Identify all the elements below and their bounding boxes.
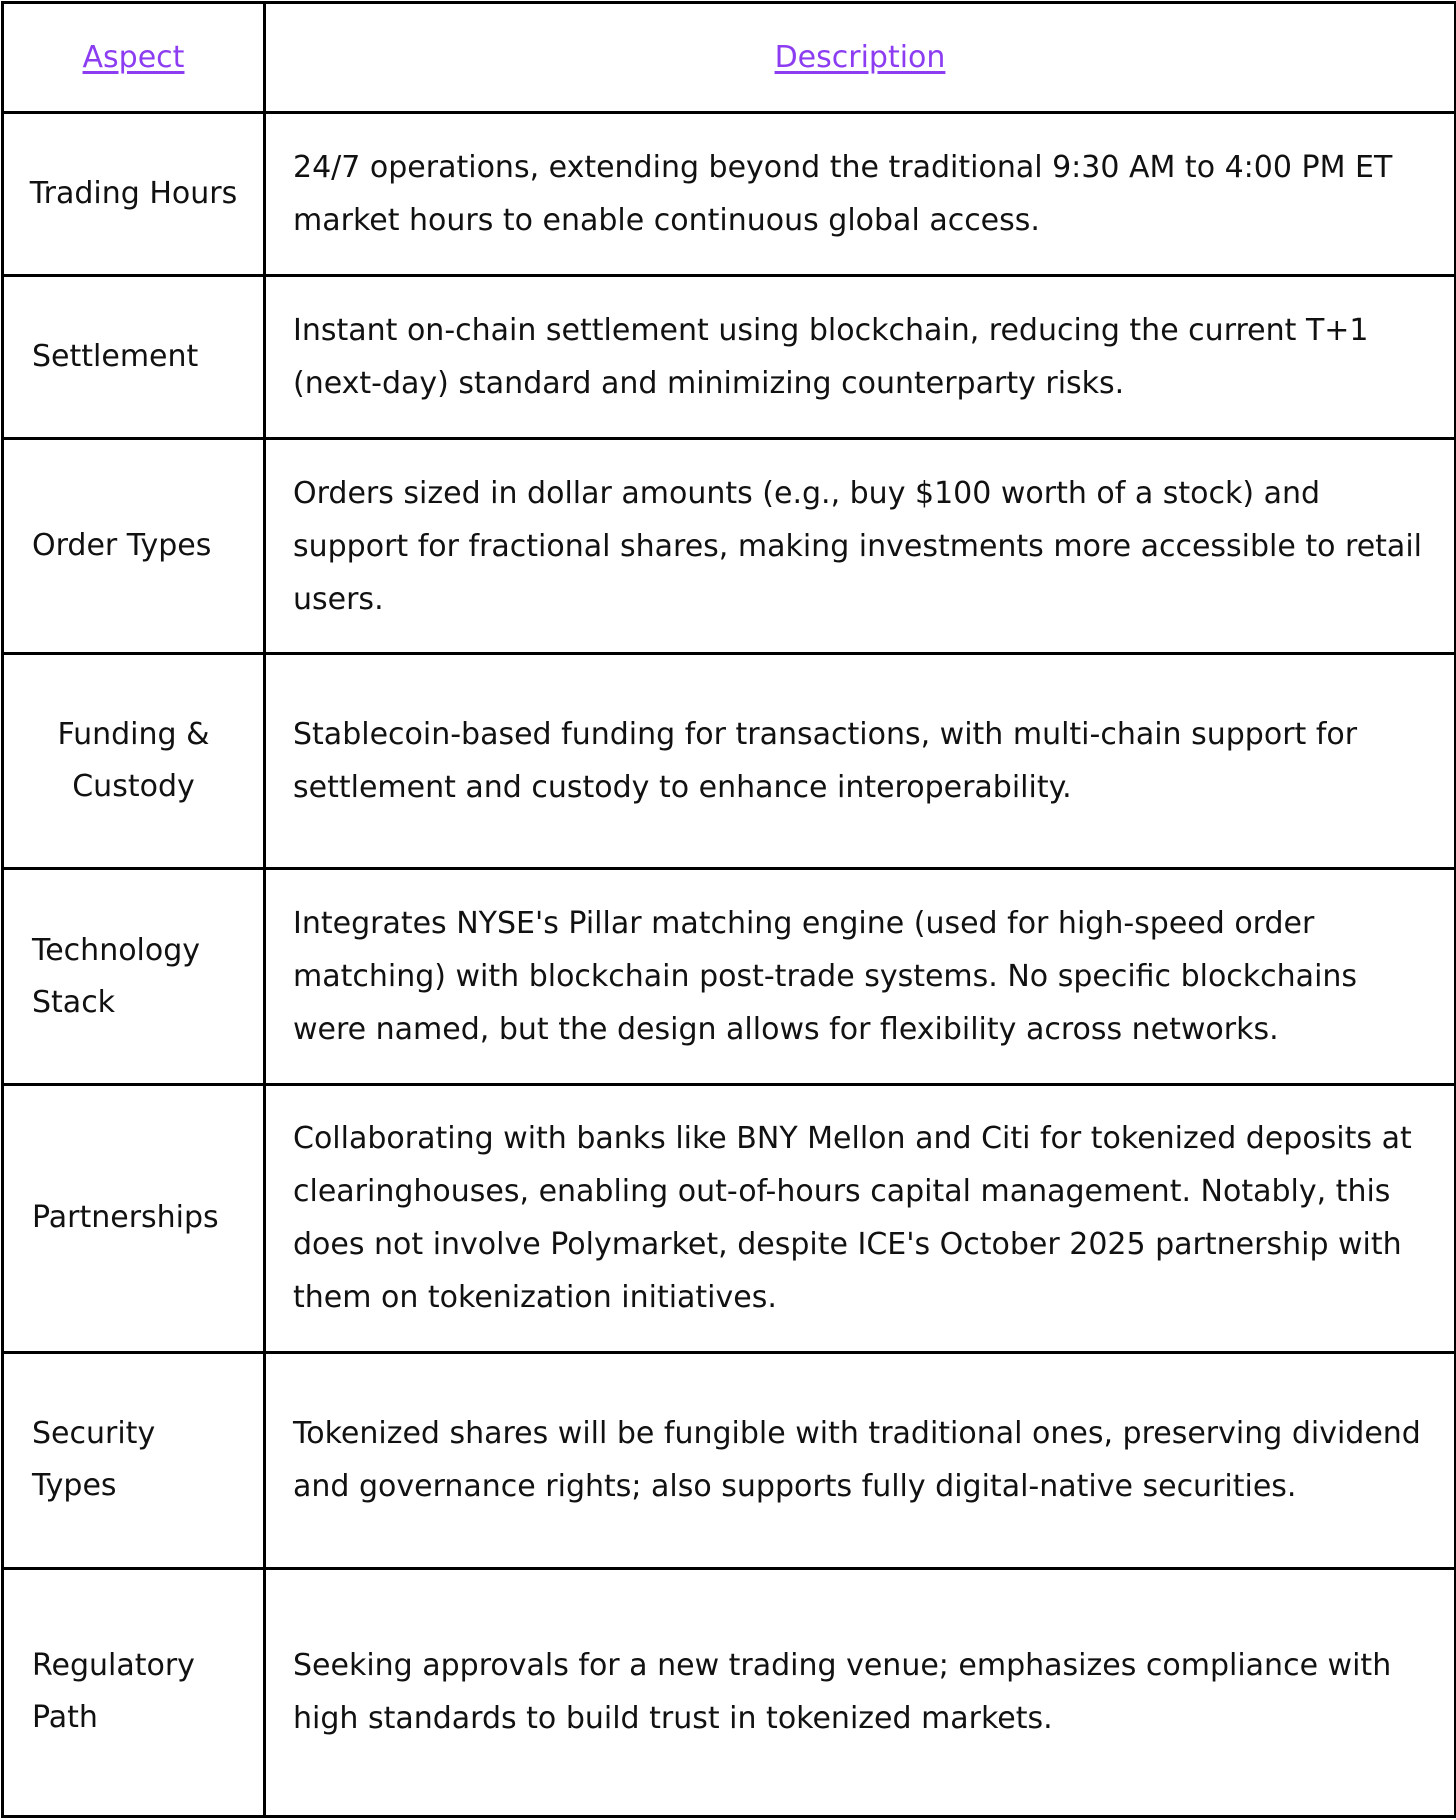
table-row (3, 276, 1456, 439)
aspect-cell: Technology Stack (3, 869, 265, 1084)
description-cell: Integrates NYSE's Pillar matching engine (used for high-speed order matching) with blockchain post-trade systems. No specific blockchains were named, but the design allows for flexibility across networks. (265, 869, 1456, 1084)
aspect-cell: Trading Hours (3, 113, 265, 276)
description-cell: Seeking approvals for a new trading venue; emphasizes compliance with high standards to build trust in tokenized markets. (265, 1568, 1456, 1816)
header-aspect-link[interactable]: Aspect (82, 40, 185, 75)
table-row (3, 869, 1456, 1084)
description-cell: Tokenized shares will be fungible with traditional ones, preserving dividend and governance rights; also supports fully digital-native securities. (265, 1352, 1456, 1568)
aspect-cell: Order Types (3, 439, 265, 654)
table-row (3, 1568, 1456, 1816)
table-row (3, 113, 1456, 276)
table-row (3, 1084, 1456, 1352)
header-aspect (3, 3, 265, 113)
description-cell: Orders sized in dollar amounts (e.g., buy $100 worth of a stock) and support for fractional shares, making investments more accessible to retail users. (265, 439, 1456, 654)
comparison-table (1, 1, 1456, 1818)
header-description (265, 3, 1456, 113)
description-cell: 24/7 operations, extending beyond the traditional 9:30 AM to 4:00 PM ET market hours to enable continuous global access. (265, 113, 1456, 276)
table-row (3, 654, 1456, 869)
description-cell: Instant on-chain settlement using blockchain, reducing the current T+1 (next-day) standard and minimizing counterparty risks. (265, 276, 1456, 439)
table-row (3, 1352, 1456, 1568)
aspect-cell: Regulatory Path (3, 1568, 265, 1816)
aspect-cell: Settlement (3, 276, 265, 439)
aspect-cell: Funding & Custody (3, 654, 265, 869)
aspect-cell: Partnerships (3, 1084, 265, 1352)
header-description-link[interactable]: Description (774, 40, 946, 75)
header-row (3, 3, 1456, 113)
table-row (3, 439, 1456, 654)
description-cell: Collaborating with banks like BNY Mellon and Citi for tokenized deposits at clearinghouses, enabling out-of-hours capital management. Notably, this does not involve Polymarket, despite ICE's October 2025 partnership with them on tokenization initiatives. (265, 1084, 1456, 1352)
aspect-cell: Security Types (3, 1352, 265, 1568)
description-cell: Stablecoin-based funding for transactions, with multi-chain support for settlement and custody to enhance interoperability. (265, 654, 1456, 869)
